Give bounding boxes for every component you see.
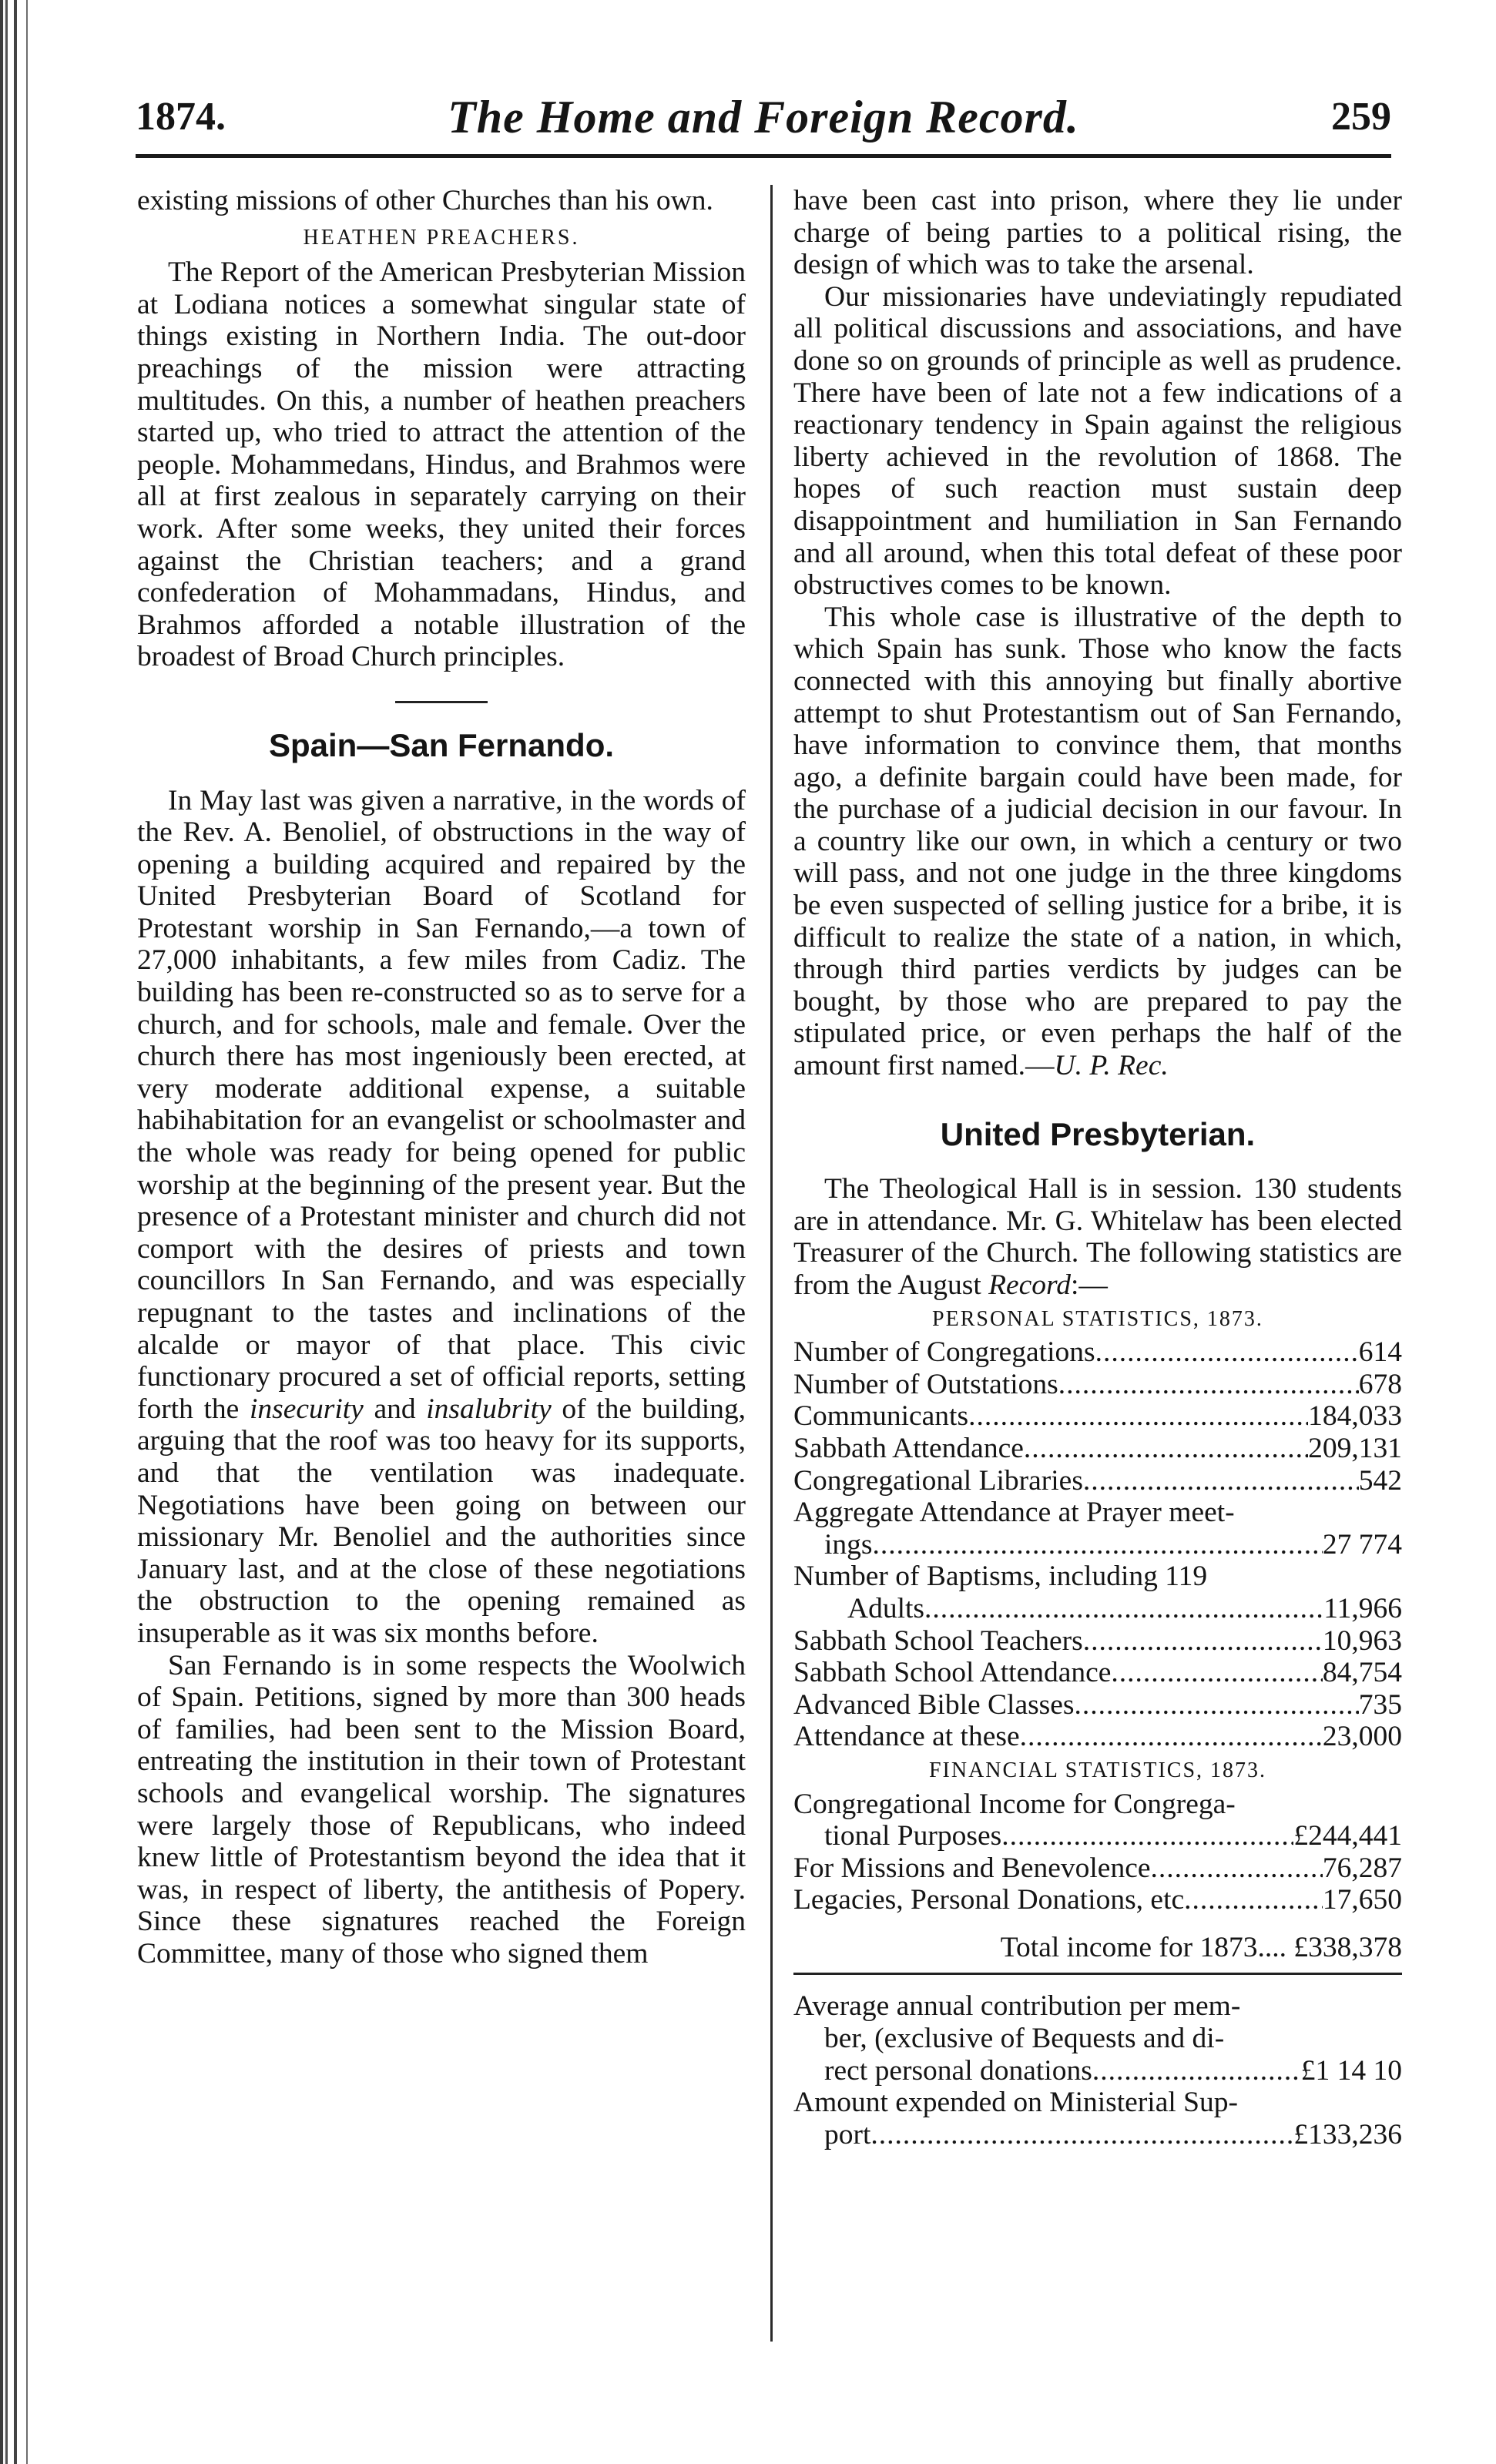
stat-value: 76,287 <box>1322 1852 1402 1884</box>
stat-value: 184,033 <box>1308 1400 1402 1433</box>
page-number: 259 <box>1331 95 1391 139</box>
stat-value: 678 <box>1358 1368 1402 1400</box>
column-divider <box>770 185 773 2342</box>
section-title-spain: Spain—San Fernando. <box>268 726 615 763</box>
stat-label: Advanced Bible Classes <box>793 1688 1075 1721</box>
personal-statistics-heading: PERSONAL STATISTICS, 1873. <box>932 1306 1263 1331</box>
header-year: 1874. <box>136 95 226 139</box>
total-rule <box>793 1973 1402 1975</box>
stat-value: 23,000 <box>1322 1721 1402 1753</box>
stat-label: Congregational Income for Congrega- <box>793 1788 1236 1820</box>
stat-value: 84,754 <box>1322 1657 1402 1689</box>
stat-label: ber, (exclusive of Bequests and di- <box>824 2023 1225 2055</box>
financial-statistics-heading: FINANCIAL STATISTICS, 1873. <box>928 1758 1267 1782</box>
stat-value: 209,131 <box>1308 1432 1402 1464</box>
stat-label: Number of Baptisms, including 119 <box>793 1561 1208 1593</box>
stat-label: Sabbath School Teachers <box>793 1624 1083 1657</box>
stat-label: Sabbath School Attendance <box>793 1657 1112 1689</box>
stat-row <box>793 1721 1402 1753</box>
stat-row <box>793 1657 1402 1689</box>
stat-label: Legacies, Personal Donations, etc <box>793 1884 1185 1916</box>
stat-label: Aggregate Attendance at Prayer meet- <box>793 1497 1235 1529</box>
stat-value: 10,963 <box>1322 1624 1402 1657</box>
stat-label: Number of Congregations <box>793 1336 1095 1369</box>
right-column <box>793 185 1402 2151</box>
left-column <box>137 185 746 1970</box>
paragraph: have been cast into prison, where they lie under charge of being parties to a political rising, the design of which was to take the arsenal. <box>793 185 1402 281</box>
stat-label: Communicants <box>793 1400 969 1433</box>
paragraph: The Theological Hall is in session. 130 students are in attendance. Mr. G. Whitelaw has been elected Treasurer of the Church. The following statistics are from the August Record:— <box>793 1173 1402 1301</box>
stat-row <box>793 1369 1402 1401</box>
stat-label: Number of Outstations <box>793 1368 1058 1400</box>
stat-row <box>793 1433 1402 1465</box>
stat-label: Congregational Libraries <box>793 1464 1083 1497</box>
header-title: The Home and Foreign Record. <box>448 92 1079 142</box>
stat-row: port ..... £133,236 <box>793 2119 1402 2151</box>
stat-row: ings ..... 27 774 <box>793 1529 1402 1561</box>
stat-row <box>793 1625 1402 1658</box>
paragraph: This whole case is illustrative of the depth to which Spain has sunk. Those who know the facts connected with this annoying but finally abortive attempt to shut Protestantism out of San Fernando, have information to convince them, that months ago, a definite bargain could have been made, for the purchase of a judicial decision in our favour. In a country like our own, in which a century or two will pass, and not one judge in the three kingdoms be even suspected of selling justice for a bribe, it is difficult to realize the state of a nation, in which, through third parties verdicts by judges can be bought, by those who are prepared to pay the stipulated price, or even perhaps the half of the amount first named.—U. P. Rec. <box>793 601 1402 1082</box>
stat-row: Adults ..... 11,966 <box>793 1593 1402 1625</box>
stat-row <box>793 1465 1402 1497</box>
paragraph: existing missions of other Churches than his own. <box>137 185 713 216</box>
total-income: Total income for 1873.... £338,378 <box>1000 1931 1402 1963</box>
stat-value: 17,650 <box>1322 1884 1402 1916</box>
stat-row <box>793 1689 1402 1721</box>
stat-row <box>793 1852 1402 1885</box>
stat-row <box>793 1400 1402 1433</box>
stat-row <box>793 1336 1402 1369</box>
paragraph: The Report of the American Presbyterian Mission at Lodiana notices a somewhat singular state of things existing in Northern India. The out-door preachings of the mission were attracting multitudes. On this, a number of heathen preachers started up, who tried to attract the attention of the people. Mohammedans, Hindus, and Brahmos were all at first zealous in separately carrying on their work. After some weeks, they united their forces against the Christian teachers; and a grand confederation of Mohammadans, Hindus, and Brahmos afforded a notable illustration of the broadest of Broad Church principles. <box>137 256 746 673</box>
section-separator <box>395 701 488 703</box>
paragraph: San Fernando is in some respects the Woolwich of Spain. Petitions, signed by more than 300 heads of families, had been sent to the Mission Board, entreating the institution in their town of Protestant schools and evangelical worship. The signatures were largely those of Republicans, who indeed knew little of Protestantism beyond the idea that it was, in respect of liberty, the antithesis of Popery. Since these signatures reached the Foreign Committee, many of those who signed them <box>137 1649 746 1970</box>
stat-label: Sabbath Attendance <box>793 1432 1024 1464</box>
header-rule <box>136 154 1391 158</box>
source-citation: U. P. Rec. <box>1054 1050 1169 1082</box>
section-title-united-presbyterian: United Presbyterian. <box>940 1115 1256 1152</box>
page-binding-edge <box>0 0 60 2464</box>
stat-row: rect personal donations ..... £1 14 10 <box>793 2055 1402 2087</box>
stat-value: 735 <box>1358 1688 1402 1721</box>
stat-row <box>793 1884 1402 1916</box>
personal-statistics-list-2 <box>793 1625 1402 1753</box>
stat-value: 542 <box>1358 1464 1402 1497</box>
stat-value: 614 <box>1358 1336 1402 1369</box>
personal-statistics-list <box>793 1336 1402 1497</box>
stat-label: Attendance at these <box>793 1721 1020 1753</box>
financial-statistics-list <box>793 1852 1402 1916</box>
paragraph: In May last was given a narrative, in the words of the Rev. A. Benoliel, of obstructions in the way of opening a building acquired and repaired by the United Presbyterian Board of Scotland for Protestant worship in San Fernando,—a town of 27,000 inhabitants, a few miles from Cadiz. The building has been re-constructed so as to serve for a church, and for schools, male and female. Over the church there has most ingeniously been erected, at very moderate additional expense, a suitable habihabitation for an evangelist or schoolmaster and the whole was ready for being opened for public worship at the beginning of the present year. But the presence of a Protestant minister and church did not comport with the desires of priests and town councillors In San Fernando, and was especially repugnant to the tastes and inclinations of the alcalde or mayor of that place. This civic functionary procured a set of official reports, setting forth the insecurity and insalubrity of the building, arguing that the roof was too heavy for its supports, and that the ventilation was inadequate. Negotiations have been going on between our missionary Mr. Benoliel and the authorities since January last, and at the close of these negotiations the obstruction to the opening remained as insuperable as it was six months before. <box>137 784 746 1649</box>
running-header <box>136 94 1391 148</box>
stat-label: Amount expended on Ministerial Sup- <box>793 2087 1239 2119</box>
paragraph: Our missionaries have undeviatingly repudiated all political discussions and associations, and have done so on grounds of principle as well as prudence. There have been of late not a few indications of a reactionary tendency in Spain against the religious liberty achieved in the revolution of 1868. The hopes of such reaction must sustain deep disappointment and humiliation in San Fernando and all around, when this total defeat of these poor obstructives comes to be known. <box>793 280 1402 602</box>
subheading-heathen-preachers: HEATHEN PREACHERS. <box>303 225 580 250</box>
stat-label: For Missions and Benevolence <box>793 1852 1151 1884</box>
stat-label: Average annual contribution per mem- <box>793 1990 1241 2023</box>
stat-row: tional Purposes ..... £244,441 <box>793 1820 1402 1852</box>
